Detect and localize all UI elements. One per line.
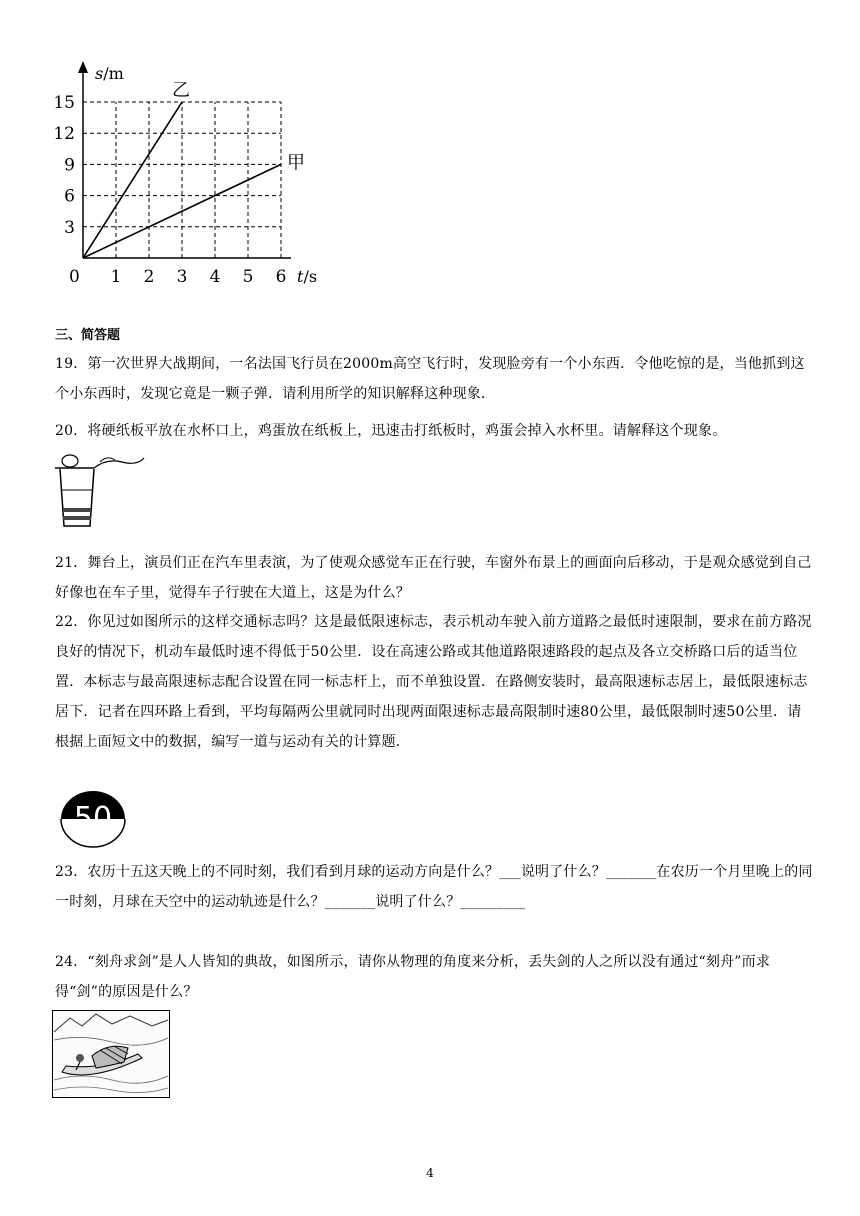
chart-series bbox=[83, 80, 305, 258]
page-number: 4 bbox=[426, 1166, 434, 1180]
glass-egg-figure bbox=[52, 452, 152, 532]
y-axis-label: s/m bbox=[95, 64, 124, 83]
x-tick-label-5: 5 bbox=[242, 267, 254, 287]
question-22: 22．你见过如图所示的这样交通标志吗？这是最低限速标志，表示机动车驶入前方道路之最低时速限制，要求在前方路况良好的情况下，机动车最低时速不得低于50公里．设在高速公路或其他道路限速路段的起点及各立交桥路口后的适当位置．本标志与最高限速标志配合设置在同一标志杆上，而不单独设置．在路侧安装时，最高限速标志居上，最低限速标志居下．记者在四环路上看到，平均每隔两公里就同时出现两面限速标志最高限制时速80公里，最低限制时速50公里．请根据上面短文中的数据，编写一道与运动有关的计算题． bbox=[55, 614, 812, 750]
x-tick-label-2: 2 bbox=[143, 267, 155, 287]
question-24: 24．“刻舟求剑”是人人皆知的典故，如图所示，请你从物理的角度来分析，丢失剑的人之所以没有通过“刻舟”而求得“剑”的原因是什么？ bbox=[55, 954, 771, 1000]
boat-illustration bbox=[52, 1010, 170, 1098]
x-tick-label-4: 4 bbox=[209, 267, 221, 287]
y-tick-label-9: 9 bbox=[64, 155, 75, 176]
x-tick-label-6: 6 bbox=[275, 267, 287, 287]
section-title: 三、简答题 bbox=[55, 328, 121, 343]
question-19: 19．第一次世界大战期间，一名法国飞行员在2000m高空飞行时，发现脸旁有一个小东西．令他吃惊的是，当他抓到这个小东西时，发现它竟是一颗子弹．请利用所学的知识解释这种现象． bbox=[55, 356, 805, 402]
s-t-chart bbox=[50, 55, 350, 295]
series-label-0: 乙 bbox=[172, 80, 190, 101]
x-axis-label: t/s bbox=[297, 267, 318, 286]
question-23: 23．农历十五这天晚上的不同时刻，我们看到月球的运动方向是什么？___说明了什么？_______在农历一个月里晚上的同一时刻，月球在天空中的运动轨迹是什么？_______说明了什么？_________ bbox=[55, 864, 813, 910]
y-tick-label-12: 12 bbox=[53, 124, 75, 145]
y-tick-label-6: 6 bbox=[64, 186, 75, 207]
x-tick-label-1: 1 bbox=[110, 267, 122, 287]
y-tick-label-15: 15 bbox=[53, 93, 75, 113]
y-axis-arrow bbox=[78, 61, 88, 73]
chart-grid bbox=[83, 102, 281, 258]
origin-label: 0 bbox=[69, 267, 80, 287]
x-tick-label-3: 3 bbox=[176, 267, 188, 287]
sign-number: 50 bbox=[73, 801, 113, 836]
min-speed-sign bbox=[58, 786, 128, 848]
question-20: 20．将硬纸板平放在水杯口上，鸡蛋放在纸板上，迅速击打纸板时，鸡蛋会掉入水杯里。请解释这个现象。 bbox=[55, 423, 727, 439]
series-label-1: 甲 bbox=[287, 152, 305, 174]
y-tick-label-3: 3 bbox=[64, 217, 75, 238]
question-21: 21．舞台上，演员们正在汽车里表演，为了使观众感觉车正在行驶，车窗外布景上的画面向后移动，于是观众感觉到自己好像也在车子里，觉得车子行驶在大道上，这是为什么？ bbox=[55, 555, 812, 601]
